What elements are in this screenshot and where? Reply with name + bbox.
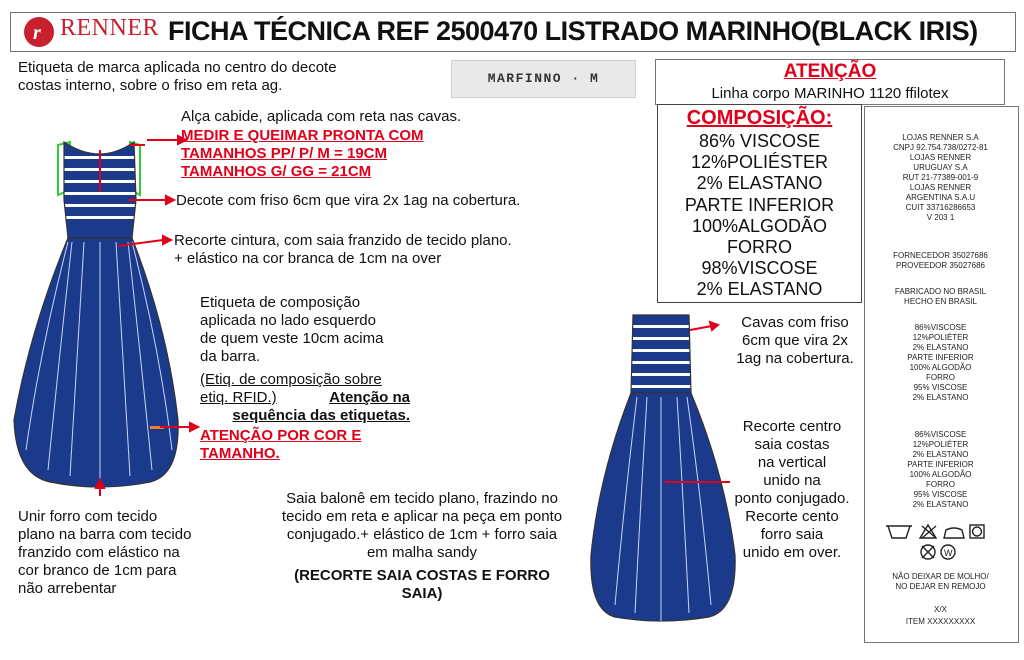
note-atencao-cor: ATENÇÃO POR COR E TAMANHO. bbox=[200, 427, 362, 462]
care-warning: NÃO DEIXAR DE MOLHO/ NO DEJAR EN REMOJO bbox=[892, 572, 989, 591]
page-title: FICHA TÉCNICA REF 2500470 LISTRADO MARINHO(BLACK IRIS) bbox=[168, 16, 978, 46]
note-saia-bold: (RECORTE SAIA COSTAS E FORRO SAIA) bbox=[294, 567, 550, 602]
care-supplier: FORNECEDOR 35027686 PROVEEDOR 35027686 bbox=[893, 251, 988, 270]
note-alca: Alça cabide, aplicada com reta nas cavas. bbox=[181, 108, 462, 125]
note-etiqueta-rfid: (Etiq. de composição sobre etiq. RFID.) bbox=[200, 371, 382, 406]
note-etiqueta-composicao: Etiqueta de composição aplicada no lado esquerdo de quem veste 10cm acima da barra. bbox=[200, 294, 384, 365]
note-cavas: Cavas com friso 6cm que vira 2x 1ag na cobertura. bbox=[736, 314, 854, 367]
care-composition-1: 86%VISCOSE 12%POLIÉTER 2% ELASTANO PARTE INFERIOR 100% ALGODÃO FORRO 95% VISCOSE 2% ELASTANO bbox=[907, 323, 974, 402]
care-composition-2: 86%VISCOSE 12%POLIÉTER 2% ELASTANO PARTE INFERIOR 100% ALGODÃO FORRO 95% VISCOSE 2% ELASTANO bbox=[907, 430, 974, 509]
svg-text:r: r bbox=[33, 22, 41, 44]
note-atencao-sequencia: Atenção na sequência das etiquetas. bbox=[232, 389, 410, 424]
attention-title: ATENÇÃO bbox=[783, 61, 877, 82]
brand-label-text: MARFINNO · M bbox=[487, 71, 600, 86]
note-recorte-centro: Recorte centro saia costas na vertical unido na ponto conjugado. Recorte cento forro saia unido em over. bbox=[734, 418, 850, 561]
note-recorte-cintura: Recorte cintura, com saia franzido de tecido plano. + elástico na cor branca de 1cm na over bbox=[174, 232, 512, 267]
svg-text:W: W bbox=[944, 548, 953, 558]
note-alca-warning: MEDIR E QUEIMAR PRONTA COM TAMANHOS PP/ P/ M = 19CM TAMANHOS G/ GG = 21CM bbox=[181, 127, 424, 180]
care-company: LOJAS RENNER S.A CNPJ 92.754.738/0272-81 LOJAS RENNER URUGUAY S.A RUT 21-77389-001-9 LOJAS RENNER ARGENTINA S.A.U CUIT 33716286653 V 203 1 bbox=[893, 133, 988, 222]
brand-label-note: Etiqueta de marca aplicada no centro do decote costas interno, sobre o friso em reta ag. bbox=[18, 59, 337, 94]
composition-lines: 86% VISCOSE 12%POLIÉSTER 2% ELASTANO PARTE INFERIOR 100%ALGODÃO FORRO 98%VISCOSE 2% ELASTANO bbox=[684, 131, 835, 300]
care-made-in: FABRICADO NO BRASIL HECHO EN BRASIL bbox=[894, 287, 987, 306]
composition-title: COMPOSIÇÃO: bbox=[686, 107, 833, 129]
note-saia: Saia balonê em tecido plano, frazindo no tecido em reta e aplicar na peça em ponto conjugado.+ elástico de 1cm + forro saia em malha sandy bbox=[281, 490, 563, 561]
note-forro: Unir forro com tecido plano na barra com tecido franzido com elástico na cor branco de 1cm para não arrebentar bbox=[18, 508, 192, 597]
care-size: X/X bbox=[934, 605, 947, 614]
attention-line: Linha corpo MARINHO 1120 ffilotex bbox=[711, 85, 949, 102]
note-decote: Decote com friso 6cm que vira 2x 1ag na cobertura. bbox=[176, 192, 521, 209]
brand-name: RENNER bbox=[60, 15, 159, 41]
care-item: ITEM XXXXXXXXX bbox=[905, 617, 976, 626]
